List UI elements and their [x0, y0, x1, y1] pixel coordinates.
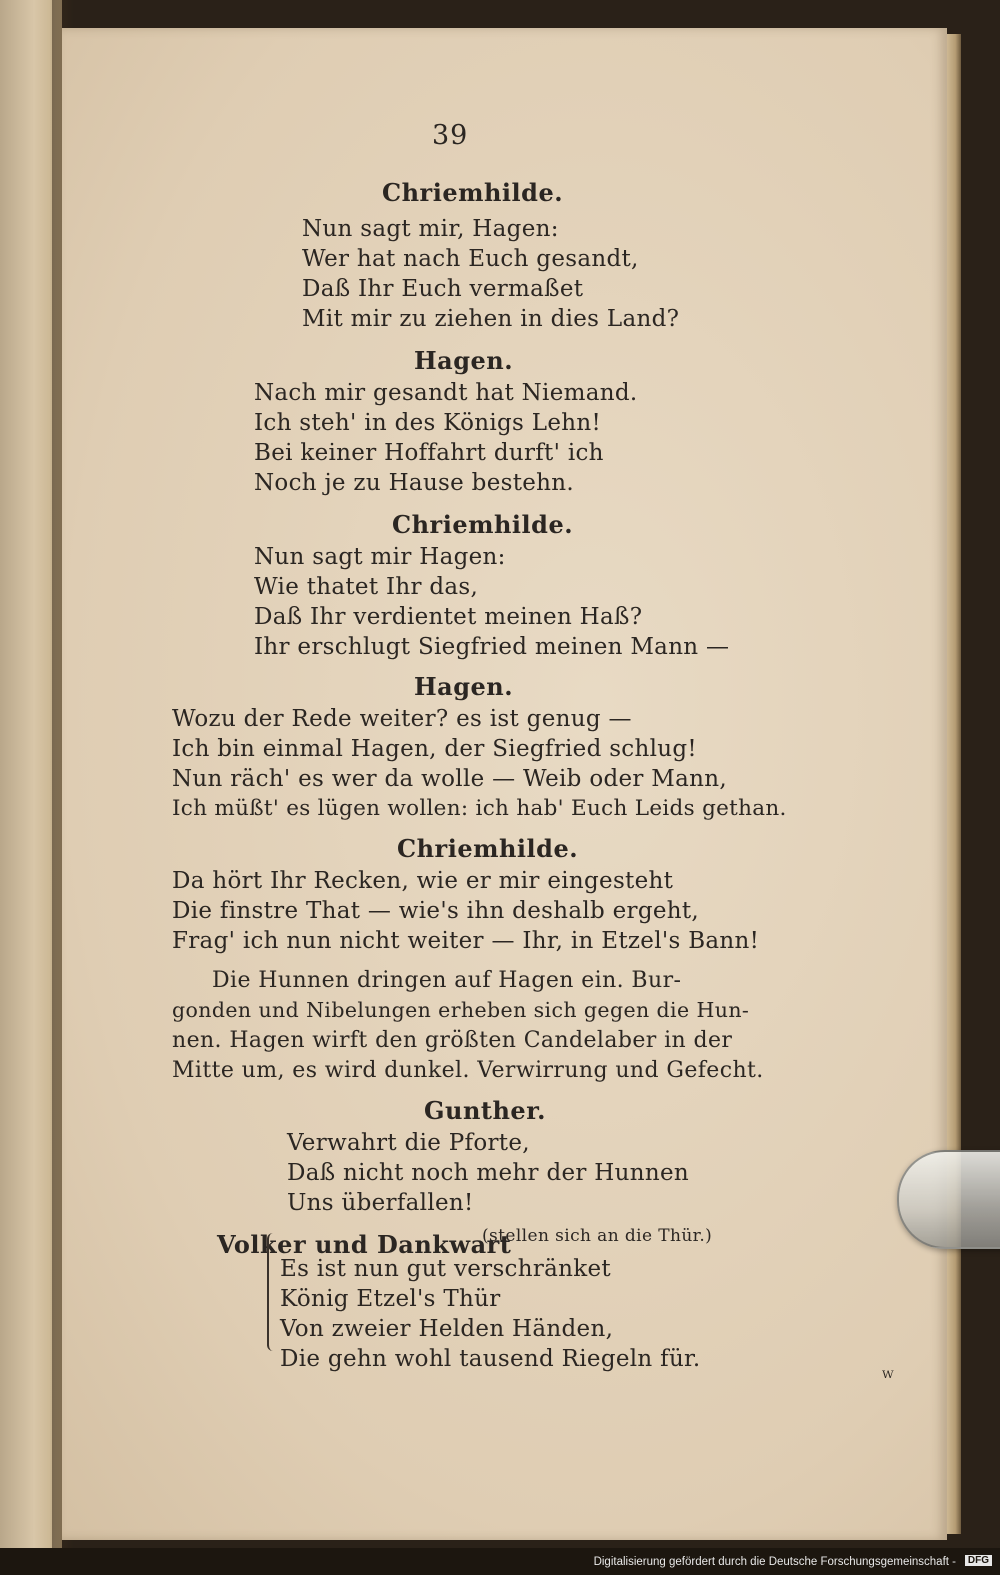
- verse-line: Wer hat nach Euch gesandt,: [302, 246, 639, 272]
- verse-line: Ich bin einmal Hagen, der Siegfried schlug!: [172, 736, 697, 762]
- page-number: 39: [432, 120, 469, 151]
- verse-line: Bei keiner Hoffahrt durft' ich: [254, 440, 604, 466]
- verse-line: Nun sagt mir, Hagen:: [302, 216, 559, 242]
- verse-line: Die gehn wohl tausend Riegeln für.: [280, 1346, 701, 1372]
- verse-line: Es ist nun gut verschränket: [280, 1256, 611, 1282]
- stage-direction-inline: (stellen sich an die Thür.): [482, 1226, 713, 1246]
- verse-line: Daß nicht noch mehr der Hunnen: [287, 1160, 690, 1186]
- page-fore-edge: [947, 34, 961, 1534]
- stage-direction-line: Die Hunnen dringen auf Hagen ein. Bur-: [212, 968, 682, 993]
- verse-line: Von zweier Helden Händen,: [280, 1316, 614, 1342]
- speaker-heading: Hagen.: [414, 346, 514, 375]
- verse-line: Da hört Ihr Recken, wie er mir eingesteht: [172, 868, 674, 894]
- speaker-heading: Volker und Dankwart: [217, 1230, 512, 1259]
- page-content: [62, 28, 947, 1540]
- stage-direction-line: nen. Hagen wirft den größten Candelaber in der: [172, 1028, 733, 1053]
- verse-line: Wozu der Rede weiter? es ist genug —: [172, 706, 632, 732]
- verse-line: Noch je zu Hause bestehn.: [254, 470, 575, 496]
- verse-line: Nun räch' es wer da wolle — Weib oder Mann,: [172, 766, 728, 792]
- verse-line: Verwahrt die Pforte,: [287, 1130, 530, 1156]
- verse-line: Wie thatet Ihr das,: [254, 574, 479, 600]
- verse-line: Ich steh' in des Königs Lehn!: [254, 410, 601, 436]
- verse-line: Nun sagt mir Hagen:: [254, 544, 506, 570]
- verse-line: Mit mir zu ziehen in dies Land?: [302, 306, 680, 332]
- footer-credit: Digitalisierung gefördert durch die Deutsche Forschungsgemeinschaft -: [593, 1556, 956, 1568]
- stage-direction-line: Mitte um, es wird dunkel. Verwirrung und Gefecht.: [172, 1058, 764, 1083]
- speaker-heading: Chriemhilde.: [382, 178, 564, 207]
- speaker-heading: Chriemhilde.: [392, 510, 574, 539]
- speaker-heading: Hagen.: [414, 672, 514, 701]
- verse-line: Daß Ihr verdientet meinen Haß?: [254, 604, 643, 630]
- book-page: [62, 28, 947, 1540]
- verse-line: Daß Ihr Euch vermaßet: [302, 276, 584, 302]
- verse-line: Frag' ich nun nicht weiter — Ihr, in Etzel's Bann!: [172, 928, 760, 954]
- verse-line: Ihr erschlugt Siegfried meinen Mann —: [254, 634, 730, 660]
- verse-line: Ich müßt' es lügen wollen: ich hab' Euch Leids gethan.: [172, 796, 787, 821]
- stage-direction-line: gonden und Nibelungen erheben sich gegen die Hun-: [172, 998, 750, 1022]
- dfg-logo: DFG: [965, 1555, 992, 1566]
- verse-line: Nach mir gesandt hat Niemand.: [254, 380, 638, 406]
- verse-line: Die finstre That — wie's ihn deshalb ergeht,: [172, 898, 700, 924]
- verse-line: Uns überfallen!: [287, 1190, 474, 1216]
- verse-line: König Etzel's Thür: [280, 1286, 501, 1312]
- signature-mark: ᵂ: [882, 1368, 894, 1389]
- verse-brace: [267, 1233, 279, 1351]
- page-clip: [897, 1150, 1000, 1249]
- speaker-heading: Chriemhilde.: [397, 834, 579, 863]
- speaker-heading: Gunther.: [424, 1096, 546, 1125]
